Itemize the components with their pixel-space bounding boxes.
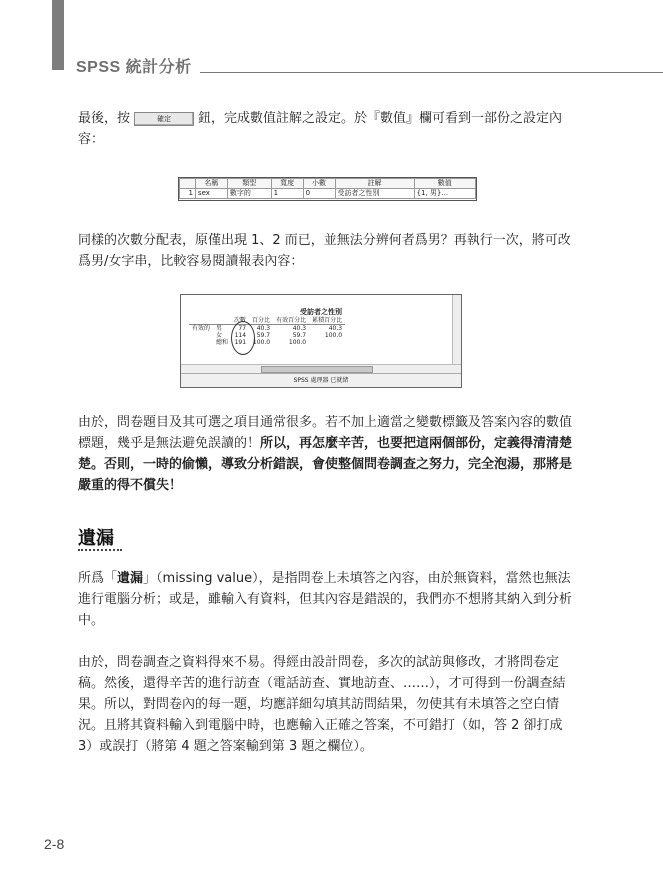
table-header-row [189,317,345,325]
table-header-cell: 小數 [303,179,335,189]
paragraph-3-normal: 由於，問卷題目及其可選之項目通常很多。若不加上適當之變數標籤及答案內容的數值標題，幾乎是無法避免誤讀的！ [78,415,573,451]
table-cell: 40.3 [256,325,271,332]
side-accent-bar [52,0,64,70]
header-rule [200,72,663,73]
scrollbar-thumb[interactable] [261,366,373,373]
table-header-cell: 註解 [335,179,414,189]
table-cell: 191 [234,339,247,346]
table-row [189,339,345,346]
table-row [180,189,476,199]
status-bar: SPSS 處理器 已就緒 [181,373,461,387]
table-cell: 女 [216,332,223,339]
table-row [189,332,345,339]
paragraph-2: 同樣的次數分配表，原僅出現 1、2 而已，並無法分辨何者爲男？再執行一次，將可改爲男/女字串，比較容易閱讀報表內容： [78,233,571,269]
table-cell: 100.0 [324,332,343,339]
table-header-cell: 累積百分比 [309,317,345,325]
section-heading: 遺漏 [78,528,114,549]
table-cell: 40.3 [328,325,343,332]
table-cell: 59.7 [292,332,307,339]
running-header-title: SPSS 統計分析 [76,59,192,76]
table-cell: sex [195,189,227,199]
horizontal-scrollbar[interactable] [181,364,461,373]
table-row [189,325,345,333]
section-underline [78,549,122,551]
vertical-scrollbar[interactable] [452,295,461,367]
table-header-cell: 類型 [227,179,271,189]
table-header-row [180,179,476,189]
paragraph-4-term: 遺漏 [117,571,144,586]
table-header-cell: 數值 [414,179,475,189]
table-cell: 114 [234,332,247,339]
table-cell: 100.0 [288,339,307,346]
page-number: 2-8 [44,836,65,852]
paragraph-4 [78,568,573,631]
spss-output-window [180,294,462,388]
table-header-cell: 百分比 [249,317,273,325]
output-table-title: 受訪者之性別 [300,308,342,316]
table-cell: 1 [271,189,303,199]
table-cell [189,339,213,346]
paragraph-3 [78,412,573,496]
paragraph-1-after: 鈕，完成數值註解之設定。於『數值』欄可看到一部份之設定內容： [78,111,563,147]
table-cell [189,332,213,339]
table-cell: 有效的 [192,325,211,332]
table-cell: 總和 [216,339,229,346]
table-cell: 77 [238,325,247,332]
table-header-cell: 名稱 [195,179,227,189]
table-cell: 受訪者之性別 [335,189,414,199]
table-cell [309,339,345,346]
table-cell: 數字的 [227,189,271,199]
paragraph-5: 由於，問卷調查之資料得來不易。得經由設計問卷，多次的試訪與修改，才將問卷定稿。然後，還得辛苦的進行訪查（電話訪查、實地訪查、……），才可得到一份調查結果。所以，對問卷內的每一題，均應詳細勾填其訪問結果，勿使其有未填答之空白情況。且將其資料輸入到電腦中時，也應輸入正確之答案，不可錯打（如，答 2 卻打成 3）或誤打（將第 4 題之答案輸到第 3 題之欄位）。 [78,655,566,754]
table-header-cell [213,317,231,325]
table-cell: 100.0 [252,339,271,346]
variable-view-table [178,177,477,201]
table-header-cell: 次數 [231,317,249,325]
table-cell: 男 [216,325,223,332]
paragraph-1 [78,108,573,150]
table-header-cell [180,179,196,189]
table-cell: 0 [303,189,335,199]
table-header-cell [189,317,213,325]
table-cell: 59.7 [256,332,271,339]
frequency-table [189,317,345,346]
table-cell: 40.3 [292,325,307,332]
ok-button-figure: 確定 [134,112,194,126]
paragraph-4-a: 所爲「 [78,571,118,586]
table-header-cell: 有效百分比 [273,317,309,325]
circle-annotation [231,321,255,355]
table-cell: {1, 男}... [414,189,475,199]
paragraph-4-b: 」（missing value），是指問卷上未填答之內容，由於無資料，當然也無法進行電腦分析；或是，雖輸入有資料，但其內容是錯誤的，我們亦不想將其納入到分析中。 [78,571,573,628]
table-cell: 1 [180,189,196,199]
paragraph-3-bold: 所以，再怎麼辛苦，也要把這兩個部份，定義得清清楚楚。否則，一時的偷懶，導致分析錯誤，會使整個問卷調查之努力，完全泡湯，那將是嚴重的得不償失！ [78,436,573,493]
table-header-cell: 寬度 [271,179,303,189]
paragraph-1-before: 最後，按 [78,111,131,126]
